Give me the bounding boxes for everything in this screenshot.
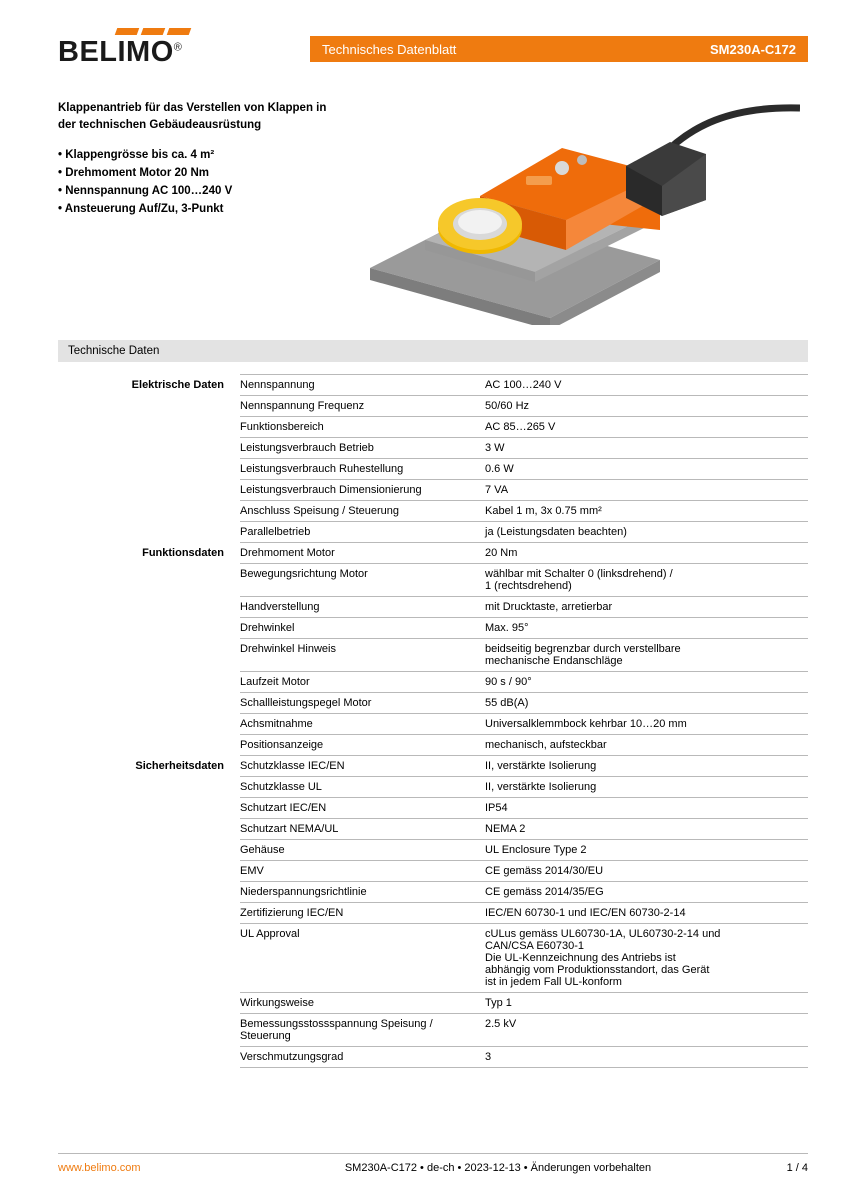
spec-label: Nennspannung Frequenz <box>240 396 485 417</box>
spec-label: Leistungsverbrauch Betrieb <box>240 438 485 459</box>
group-label-safety: Sicherheitsdaten <box>135 759 224 772</box>
registered-mark-icon: ® <box>173 41 183 54</box>
spec-value: 20 Nm <box>485 543 808 564</box>
section-title: Technische Daten <box>68 345 160 357</box>
spec-value: II, verstärkte Isolierung <box>485 756 808 777</box>
spec-label: EMV <box>240 861 485 882</box>
spec-value: mechanisch, aufsteckbar <box>485 735 808 756</box>
group-label-function: Funktionsdaten <box>142 546 224 559</box>
spec-label: Schutzart IEC/EN <box>240 798 485 819</box>
spec-label: Positionsanzeige <box>240 735 485 756</box>
spec-value: 55 dB(A) <box>485 693 808 714</box>
spec-label: Funktionsbereich <box>240 417 485 438</box>
spec-value: NEMA 2 <box>485 819 808 840</box>
spec-label: Drehwinkel Hinweis <box>240 639 485 672</box>
logo-wordmark <box>58 38 182 67</box>
spec-value: ja (Leistungsdaten beachten) <box>485 522 808 543</box>
technical-data-table <box>40 374 808 1068</box>
list-item: • Drehmoment Motor 20 Nm <box>58 165 330 183</box>
spec-label: Schutzklasse IEC/EN <box>240 756 485 777</box>
intro-lead: Klappenantrieb für das Verstellen von Klappen in der technischen Gebäudeausrüstung <box>58 102 327 131</box>
intro-section <box>40 100 808 330</box>
spec-label: Leistungsverbrauch Ruhestellung <box>240 459 485 480</box>
section-header-technical-data <box>58 340 808 362</box>
footer-divider <box>58 1153 808 1154</box>
website-link[interactable]: www.belimo.com <box>58 1162 141 1174</box>
spec-label: Leistungsverbrauch Dimensionierung <box>240 480 485 501</box>
spec-label: Schutzklasse UL <box>240 777 485 798</box>
spec-label: Achsmitnahme <box>240 714 485 735</box>
spec-label: Bewegungsrichtung Motor <box>240 564 485 597</box>
spec-label: Wirkungsweise <box>240 993 485 1014</box>
spec-value: 0.6 W <box>485 459 808 480</box>
spec-label: Laufzeit Motor <box>240 672 485 693</box>
spec-label: Gehäuse <box>240 840 485 861</box>
footer-document-info: SM230A-C172 • de-ch • 2023-12-13 • Änderungen vorbehalten <box>344 1162 652 1174</box>
spec-value: beidseitig begrenzbar durch verstellbare mechanische Endanschläge <box>485 639 808 672</box>
spec-label: Niederspannungsrichtlinie <box>240 882 485 903</box>
spec-value: wählbar mit Schalter 0 (linksdrehend) / 1 (rechtsdrehend) <box>485 564 808 597</box>
feature-list <box>58 147 330 218</box>
spec-value: Max. 95° <box>485 618 808 639</box>
spec-value: II, verstärkte Isolierung <box>485 777 808 798</box>
spec-label: Parallelbetrieb <box>240 522 485 543</box>
spec-value: IP54 <box>485 798 808 819</box>
intro-text-block <box>40 100 330 330</box>
spec-value: 3 <box>485 1047 808 1068</box>
table-row <box>40 543 808 564</box>
belimo-logo <box>40 28 310 67</box>
spec-value: CE gemäss 2014/30/EU <box>485 861 808 882</box>
list-item: • Ansteuerung Auf/Zu, 3-Punkt <box>58 201 330 219</box>
spec-value: cULus gemäss UL60730-1A, UL60730-2-14 und CAN/CSA E60730-1 Die UL-Kennzeichnung des Antriebs ist abhängig vom Produktionsstandort, das Gerät ist in jedem Fall UL-konform <box>485 924 808 993</box>
actuator-illustration <box>330 100 800 325</box>
table-body <box>40 375 808 1068</box>
spec-label: Bemessungsstossspannung Speisung / Steuerung <box>240 1014 485 1047</box>
product-type-code: SM230A-C172 <box>710 41 796 57</box>
spec-value: 3 W <box>485 438 808 459</box>
spec-label: Zertifizierung IEC/EN <box>240 903 485 924</box>
spec-value: IEC/EN 60730-1 und IEC/EN 60730-2-14 <box>485 903 808 924</box>
spec-value: AC 85…265 V <box>485 417 808 438</box>
spec-value: Universalklemmbock kehrbar 10…20 mm <box>485 714 808 735</box>
spec-value: 2.5 kV <box>485 1014 808 1047</box>
page-header <box>40 0 808 78</box>
spec-value: mit Drucktaste, arretierbar <box>485 597 808 618</box>
spec-label: Handverstellung <box>240 597 485 618</box>
spec-value: AC 100…240 V <box>485 375 808 396</box>
group-label-electrical: Elektrische Daten <box>131 378 224 391</box>
spec-label: Drehwinkel <box>240 618 485 639</box>
document-title-bar <box>310 36 808 62</box>
spec-label: Verschmutzungsgrad <box>240 1047 485 1068</box>
spec-value: CE gemäss 2014/35/EG <box>485 882 808 903</box>
spec-value: Kabel 1 m, 3x 0.75 mm² <box>485 501 808 522</box>
spec-value: UL Enclosure Type 2 <box>485 840 808 861</box>
page-number: 1 / 4 <box>786 1162 808 1174</box>
spec-value: 50/60 Hz <box>485 396 808 417</box>
document-title: Technisches Datenblatt <box>322 41 457 57</box>
list-item: • Klappengrösse bis ca. 4 m² <box>58 147 330 165</box>
spec-value: 7 VA <box>485 480 808 501</box>
footer-content <box>40 1162 808 1174</box>
table-row <box>40 756 808 777</box>
logo-bars-icon <box>116 28 310 35</box>
logo-text: BELIMO <box>58 36 174 68</box>
spec-label: Schallleistungspegel Motor <box>240 693 485 714</box>
list-item: • Nennspannung AC 100…240 V <box>58 183 330 201</box>
table-row <box>40 375 808 396</box>
spec-label: UL Approval <box>240 924 485 993</box>
product-photo <box>330 100 808 330</box>
spec-label: Drehmoment Motor <box>240 543 485 564</box>
spec-label: Nennspannung <box>240 375 485 396</box>
spec-value: 90 s / 90° <box>485 672 808 693</box>
spec-label: Schutzart NEMA/UL <box>240 819 485 840</box>
page-footer <box>40 1153 808 1174</box>
spec-label: Anschluss Speisung / Steuerung <box>240 501 485 522</box>
spec-value: Typ 1 <box>485 993 808 1014</box>
